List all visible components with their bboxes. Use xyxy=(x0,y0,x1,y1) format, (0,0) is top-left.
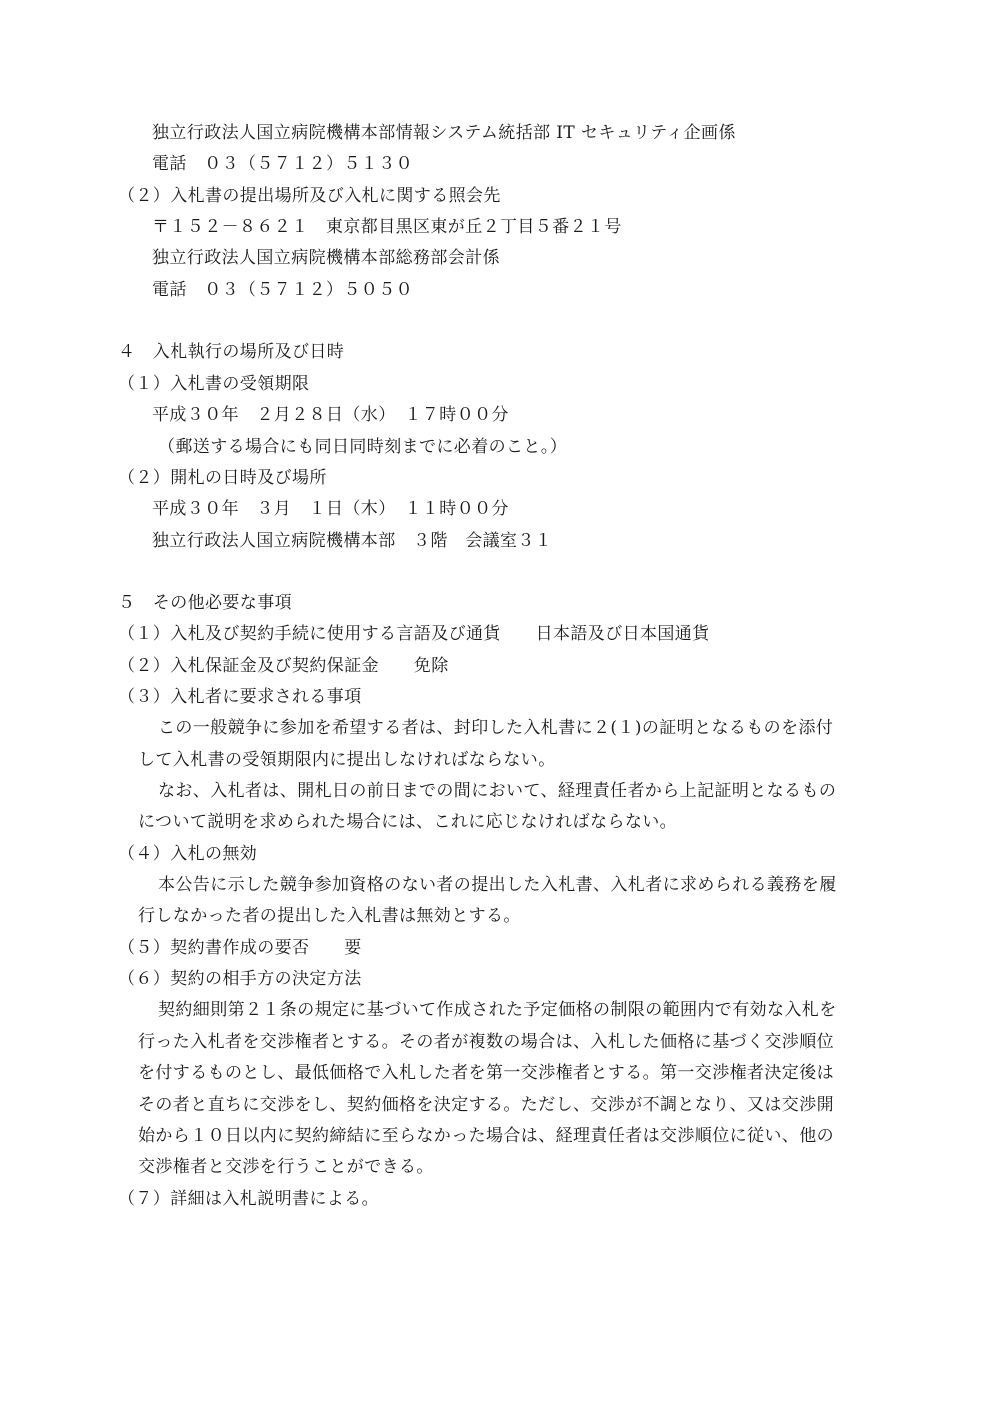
section-5-item-4-heading: （４）入札の無効 xyxy=(118,844,258,864)
contact-organization: 独立行政法人国立病院機構本部情報システム統括部 IT セキュリティ企画係 xyxy=(152,123,736,143)
section-5-item-3-heading: （３）入札者に要求される事項 xyxy=(118,687,362,707)
section-4-heading: ４ 入札執行の場所及び日時 xyxy=(118,342,345,362)
contact-telephone: 電話 ０３（５７１２）５１３０ xyxy=(152,154,413,174)
section-5-item-1: （１）入札及び契約手続に使用する言語及び通貨 日本語及び日本国通貨 xyxy=(118,624,710,644)
section-4-item-1-heading: （１）入札書の受領期限 xyxy=(118,374,310,394)
item-2-heading: （２）入札書の提出場所及び入札に関する照会先 xyxy=(118,186,501,206)
item-3-paragraph-1-line-2: して入札書の受領期限内に提出しなければならない。 xyxy=(138,750,556,770)
item-6-line-1: 契約細則第２１条の規定に基づいて作成された予定価格の制限の範囲内で有効な入札を xyxy=(158,1000,837,1020)
item-3-paragraph-2-line-1: なお、入札者は、開札日の前日までの間において、経理責任者から上記証明となるもの xyxy=(158,781,837,801)
opening-place: 独立行政法人国立病院機構本部 ３階 会議室３１ xyxy=(152,531,553,551)
mail-note: （郵送する場合にも同日同時刻までに必着のこと。） xyxy=(158,437,568,457)
item-6-line-3: を付するものとし、最低価格で入札した者を第一交渉権者とする。第一交渉権者決定後は xyxy=(138,1063,834,1083)
section-5-item-7: （７）詳細は入札説明書による。 xyxy=(118,1189,379,1209)
opening-datetime: 平成３０年 ３月 １日（木） １１時００分 xyxy=(152,499,509,519)
item-6-line-5: 始から１０日以内に契約締結に至らなかった場合は、経理責任者は交渉順位に従い、他の xyxy=(138,1126,834,1146)
item-4-line-1: 本公告に示した競争参加資格のない者の提出した入札書、入札者に求められる義務を履 xyxy=(158,875,837,895)
item-6-line-6: 交渉権者と交渉を行うことができる。 xyxy=(138,1157,434,1177)
section-5-item-6-heading: （６）契約の相手方の決定方法 xyxy=(118,969,362,989)
section-4-item-2-heading: （２）開札の日時及び場所 xyxy=(118,468,327,488)
item-4-line-2: 行しなかった者の提出した入札書は無効とする。 xyxy=(138,906,521,926)
item-3-paragraph-1-line-1: この一般競争に参加を希望する者は、封印した入札書に２(１)の証明となるものを添付 xyxy=(158,718,834,738)
item-3-paragraph-2-line-2: について説明を求められた場合には、これに応じなければならない。 xyxy=(138,812,678,832)
item-6-line-2: 行った入札者を交渉権者とする。その者が複数の場合は、入札した価格に基づく交渉順位 xyxy=(138,1032,834,1052)
postal-address: 〒１５２－８６２１ 東京都目黒区東が丘２丁目５番２１号 xyxy=(152,217,622,237)
section-5-item-5: （５）契約書作成の要否 要 xyxy=(118,938,362,958)
section-5-heading: ５ その他必要な事項 xyxy=(118,593,292,613)
bid-deadline: 平成３０年 ２月２８日（水） １７時００分 xyxy=(152,405,509,425)
item-6-line-4: その者と直ちに交渉をし、契約価格を決定する。ただし、交渉が不調となり、又は交渉開 xyxy=(138,1095,834,1115)
submission-organization: 独立行政法人国立病院機構本部総務部会計係 xyxy=(152,248,500,268)
submission-telephone: 電話 ０３（５７１２）５０５０ xyxy=(152,280,413,300)
section-5-item-2: （２）入札保証金及び契約保証金 免除 xyxy=(118,656,449,676)
